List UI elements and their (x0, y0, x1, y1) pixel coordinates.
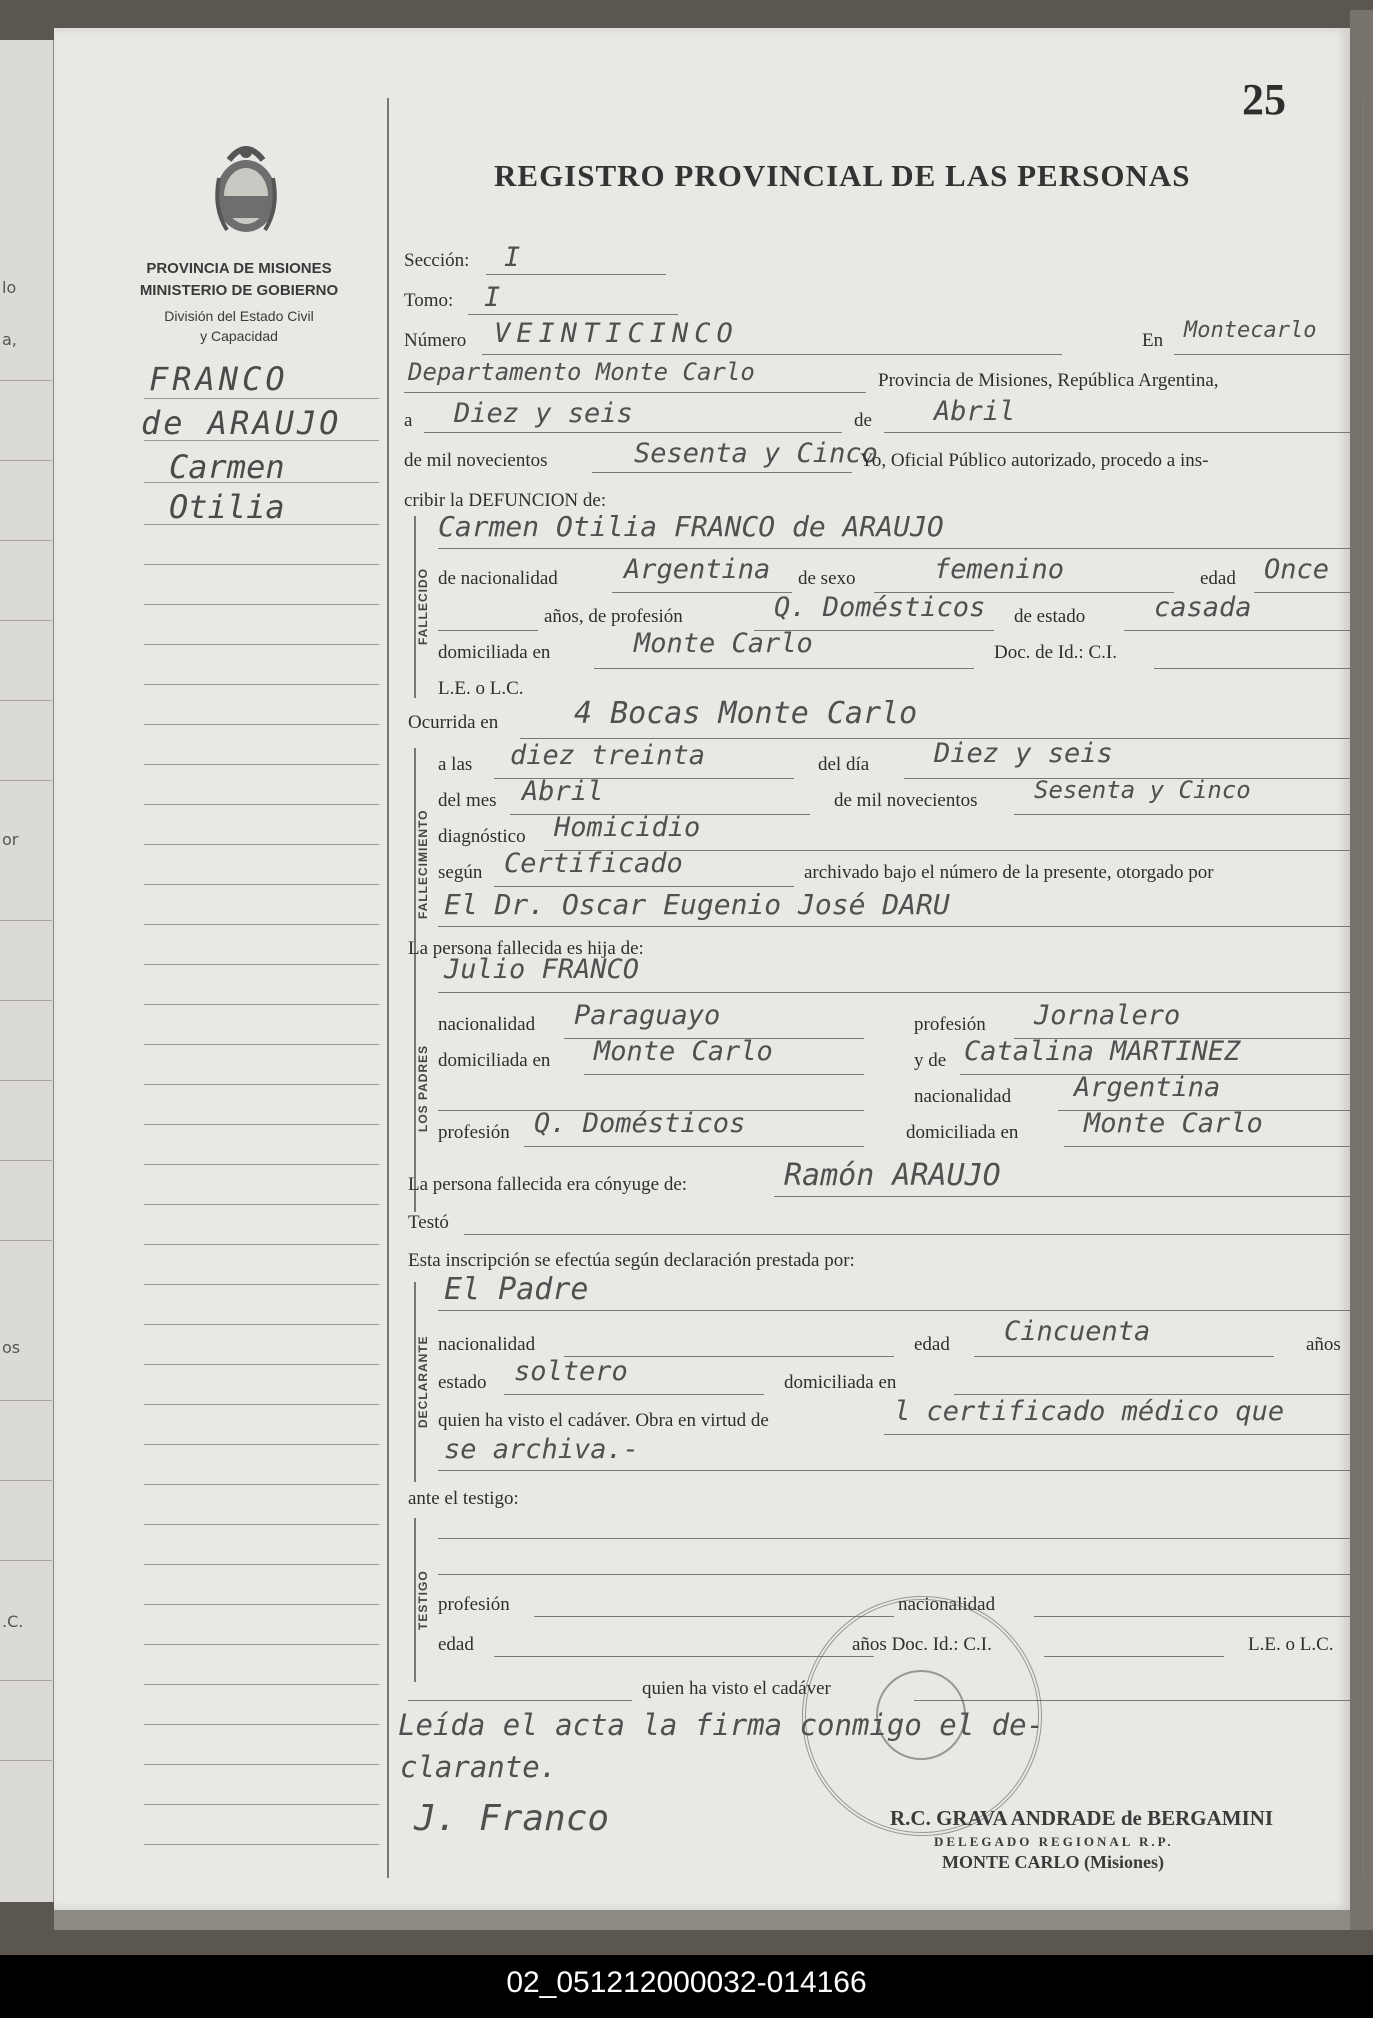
margin-second-name: Otilia (169, 488, 285, 526)
declarante-anos-label: años (1306, 1334, 1341, 1355)
fallecimiento-mil-value: Sesenta y Cinco (1034, 776, 1251, 804)
del-dia-value: Diez y seis (934, 738, 1113, 769)
padre-nacionalidad-value: Paraguayo (574, 1000, 721, 1031)
otorgado-value: El Dr. Oscar Eugenio José DARU (444, 888, 950, 921)
previous-page-edge (0, 40, 56, 1902)
archivado-text: archivado bajo el número de la presente, otorgado por (804, 862, 1214, 883)
fallecimiento-mil-label: de mil novecientos (834, 790, 978, 811)
del-mes-value: Abril (522, 776, 604, 807)
fallecido-domicilio-label: domiciliada en (438, 642, 551, 663)
del-dia-label: del día (818, 754, 870, 775)
testigo-visto-label: quien ha visto el cadáver (642, 1678, 831, 1699)
official-stamp (802, 1596, 1042, 1836)
diagnostico-value: Homicidio (554, 812, 701, 843)
fallecido-nacionalidad-label: de nacionalidad (438, 568, 558, 589)
testigo-ante-label: ante el testigo: (408, 1488, 519, 1509)
tab-fallecido: FALLECIDO (416, 568, 430, 646)
fallecido-nombre: Carmen Otilia FRANCO de ARAUJO (438, 510, 944, 543)
margin-column (89, 98, 389, 1878)
register-page (54, 28, 1350, 1910)
declarante-nacionalidad-label: nacionalidad (438, 1334, 536, 1355)
declarante-domicilio-label: domiciliada en (784, 1372, 897, 1393)
official-signature-name: R.C. GRAVA ANDRADE de BERGAMINI (890, 1806, 1274, 1830)
fallecido-nacionalidad-value: Argentina (624, 554, 771, 585)
document-id: 02_051212000032-014166 (506, 1966, 867, 1999)
madre-nacionalidad-value: Argentina (1074, 1072, 1221, 1103)
org-division: División del Estado Civil (164, 308, 314, 324)
padre-profesion-value: Jornalero (1034, 1000, 1181, 1031)
prev-page-fragment: lo (2, 278, 17, 297)
del-mes-label: del mes (438, 790, 497, 811)
fallecido-le-label: L.E. o L.C. (438, 678, 524, 699)
declarante-edad-value: Cincuenta (1004, 1316, 1151, 1347)
page-title: REGISTRO PROVINCIAL DE LAS PERSONAS (494, 158, 1191, 193)
org-division-sub: y Capacidad (200, 328, 278, 344)
declarante-visto-label: quien ha visto el cadáver. Obra en virtud de (438, 1410, 769, 1431)
official-signature-role: DELEGADO REGIONAL R.P. (934, 1834, 1174, 1849)
official-signature-place: MONTE CARLO (Misiones) (942, 1852, 1164, 1872)
org-province: PROVINCIA DE MISIONES (146, 260, 332, 277)
seccion-value: I (504, 242, 521, 273)
fallecido-doc-label: Doc. de Id.: C.I. (994, 642, 1117, 663)
seccion-label: Sección: (404, 250, 470, 271)
hija-label: La persona fallecida es hija de: (408, 938, 644, 959)
de-label: de (854, 410, 872, 431)
org-ministry: MINISTERIO DE GOBIERNO (139, 282, 339, 299)
tab-padres: LOS PADRES (416, 1044, 430, 1132)
numero-label: Número (404, 330, 467, 351)
coat-of-arms-icon (209, 138, 283, 238)
madre-profesion-label: profesión (438, 1122, 510, 1143)
fallecido-estado-value: casada (1154, 592, 1252, 623)
fallecido-edad-label: edad (1200, 568, 1236, 589)
madre-nacionalidad-label: nacionalidad (914, 1086, 1012, 1107)
page-number: 25 (1242, 75, 1286, 124)
fallecido-edad-value: Once (1264, 554, 1330, 585)
prev-page-fragment: a, (2, 330, 17, 349)
ocurrida-value: 4 Bocas Monte Carlo (574, 696, 918, 731)
a-value: Diez y seis (454, 398, 633, 429)
declarante-visto-value-2: se archiva.- (444, 1434, 640, 1465)
fallecido-profesion-value: Q. Domésticos (774, 592, 986, 623)
mil-novecientos-value: Sesenta y Cinco (634, 438, 878, 469)
padre-profesion-label: profesión (914, 1014, 986, 1035)
margin-surname: FRANCO (149, 360, 289, 398)
y-de-label: y de (914, 1050, 947, 1071)
prev-page-fragment: .C. (2, 1612, 24, 1631)
margin-first-name: Carmen (169, 448, 285, 486)
fallecido-sexo-value: femenino (934, 554, 1065, 585)
tab-testigo: TESTIGO (416, 1570, 430, 1630)
fallecido-profesion-label: años, de profesión (544, 606, 683, 627)
testigo-leida-value-2: clarante. (400, 1750, 558, 1784)
mil-novecientos-label: de mil novecientos (404, 450, 548, 471)
declarante-visto-value: l certificado médico que (894, 1396, 1285, 1427)
declaracion-label: Esta inscripción se efectúa según declaración prestada por: (408, 1250, 855, 1271)
section-testigo (414, 1518, 430, 1682)
a-las-label: a las (438, 754, 473, 775)
conyuge-label: La persona fallecida era cónyuge de: (408, 1174, 688, 1195)
padre-nombre: Julio FRANCO (444, 954, 640, 985)
declarante-edad-label: edad (914, 1334, 950, 1355)
testigo-profesion-label: profesión (438, 1594, 510, 1615)
tomo-value: I (484, 282, 501, 313)
diagnostico-label: diagnóstico (438, 826, 526, 847)
stamp-center (876, 1670, 966, 1760)
conyuge-value: Ramón ARAUJO (784, 1158, 1001, 1193)
tab-declarante: DECLARANTE (416, 1335, 430, 1429)
ocurrida-label: Ocurrida en (408, 712, 499, 733)
prev-page-fragment: or (2, 830, 19, 849)
departamento-value: Departamento Monte Carlo (408, 358, 755, 386)
section-fallecido (414, 516, 430, 698)
segun-label: según (438, 862, 483, 883)
padre-nacionalidad-label: nacionalidad (438, 1014, 536, 1035)
testigo-leida-value: Leída el acta la firma conmigo el de- (398, 1708, 1045, 1742)
padre-domicilio-value: Monte Carlo (594, 1036, 773, 1067)
en-label: En (1142, 330, 1164, 351)
testigo-edad-label: edad (438, 1634, 474, 1655)
tab-fallecimiento: FALLECIMIENTO (416, 809, 430, 919)
inscribir-text: cribir la DEFUNCION de: (404, 490, 607, 511)
oficial-text: Yo, Oficial Público autorizado, procedo a ins- (860, 450, 1209, 471)
prev-page-fragment: os (2, 1338, 21, 1357)
testigo-anos-doc-label: años Doc. Id.: C.I. (852, 1634, 992, 1655)
fallecido-estado-label: de estado (1014, 606, 1086, 627)
madre-domicilio-label: domiciliada en (906, 1122, 1019, 1143)
testigo-le-label: L.E. o L.C. (1248, 1634, 1334, 1655)
declarante-estado-value: soltero (514, 1356, 628, 1387)
madre-profesion-value: Q. Domésticos (534, 1108, 746, 1139)
en-value: Montecarlo (1184, 318, 1317, 343)
a-label: a (404, 410, 413, 431)
a-las-value: diez treinta (510, 740, 706, 771)
numero-value: VEINTICINCO (494, 318, 739, 349)
fallecido-domicilio-value: Monte Carlo (634, 628, 813, 659)
testo-label: Testó (408, 1212, 449, 1233)
declarante-nombre: El Padre (444, 1272, 589, 1307)
fallecido-sexo-label: de sexo (798, 568, 856, 589)
section-declarante (414, 1282, 430, 1482)
page-edge-shadow (54, 1910, 1350, 1930)
de-value: Abril (934, 396, 1016, 427)
tomo-label: Tomo: (404, 290, 454, 311)
margin-married-name: de ARAUJO (141, 404, 342, 442)
testigo-nacionalidad-label: nacionalidad (898, 1594, 996, 1615)
segun-value: Certificado (504, 848, 683, 879)
declarante-estado-label: estado (438, 1372, 487, 1393)
provincia-text: Provincia de Misiones, República Argentina, (878, 370, 1219, 391)
declarante-signature: J. Franco (414, 1798, 610, 1839)
padre-domicilio-label: domiciliada en (438, 1050, 551, 1071)
madre-nombre: Catalina MARTINEZ (964, 1036, 1241, 1067)
madre-domicilio-value: Monte Carlo (1084, 1108, 1263, 1139)
